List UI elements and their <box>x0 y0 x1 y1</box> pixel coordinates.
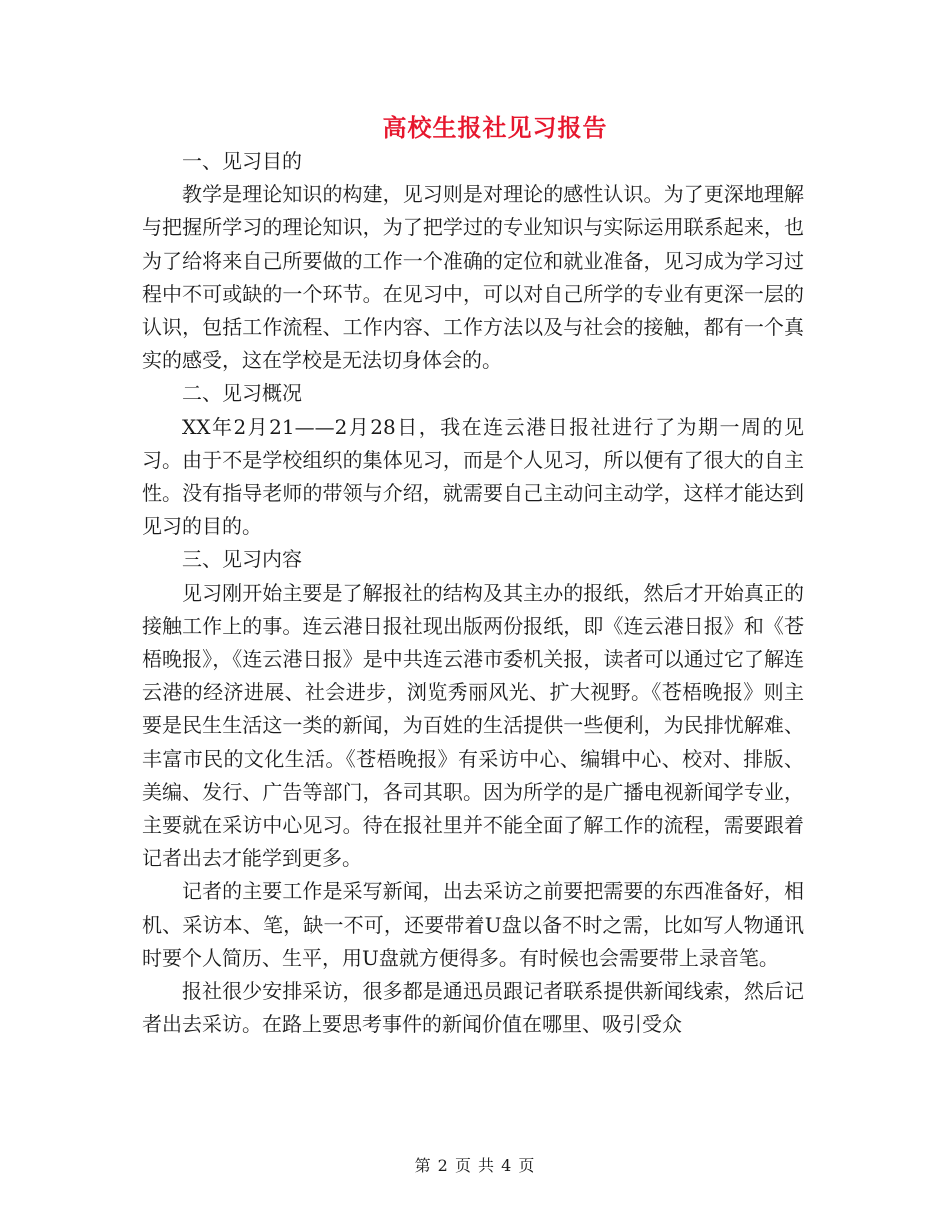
page-footer: 第 2 页 共 4 页 <box>414 1156 536 1175</box>
section-heading-purpose: 一、见习目的 <box>182 149 302 173</box>
section-heading-overview: 二、见习概况 <box>182 381 302 406</box>
document-body <box>142 145 804 1041</box>
paragraph-overview: XX年2月21——2月28日，我在连云港日报社进行了为期一周的见习。由于不是学校组织的集体见习，而是个人见习，所以便有了很大的自主性。没有指导老师的带领与介绍，就需要自己主动问主动学，这样才能达到见习的目的。 <box>142 414 804 539</box>
document-title: 高校生报社见习报告 <box>382 113 608 142</box>
paragraph-content-1: 见习刚开始主要是了解报社的结构及其主办的报纸，然后才开始真正的接触工作上的事。连云港日报社现出版两份报纸，即《连云港日报》和《苍梧晚报》，《连云港日报》是中共连云港市委机关报，读者可以通过它了解连云港的经济进展、社会进步，浏览秀丽风光、扩大视野。《苍梧晚报》则主要是民生生活这一类的新闻，为百姓的生活提供一些便利，为民排忧解难、丰富市民的文化生活。《苍梧晚报》有采访中心、编辑中心、校对、排版、美编、发行、广告等部门，各司其职。因为所学的是广播电视新闻学专业，主要就在采访中心见习。待在报社里并不能全面了解工作的流程，需要跟着记者出去才能学到更多。 <box>142 580 804 871</box>
paragraph-content-3: 报社很少安排采访，很多都是通迅员跟记者联系提供新闻线索，然后记者出去采访。在路上要思考事件的新闻价值在哪里、吸引受众 <box>142 979 804 1037</box>
paragraph-purpose: 教学是理论知识的构建，见习则是对理论的感性认识。为了更深地理解与把握所学习的理论知识，为了把学过的专业知识与实际运用联系起来，也为了给将来自己所要做的工作一个准确的定位和就业准备，见习成为学习过程中不可或缺的一个环节。在见习中，可以对自己所学的专业有更深一层的认识，包括工作流程、工作内容、工作方法以及与社会的接触，都有一个真实的感受，这在学校是无法切身体会的。 <box>142 182 804 373</box>
section-heading-content: 三、见习内容 <box>182 547 302 572</box>
paragraph-content-2: 记者的主要工作是采写新闻，出去采访之前要把需要的东西准备好，相机、采访本、笔，缺一不可，还要带着U盘以备不时之需，比如写人物通讯时要个人简历、生平，用U盘就方便得多。有时候也会需要带上录音笔。 <box>142 879 804 970</box>
